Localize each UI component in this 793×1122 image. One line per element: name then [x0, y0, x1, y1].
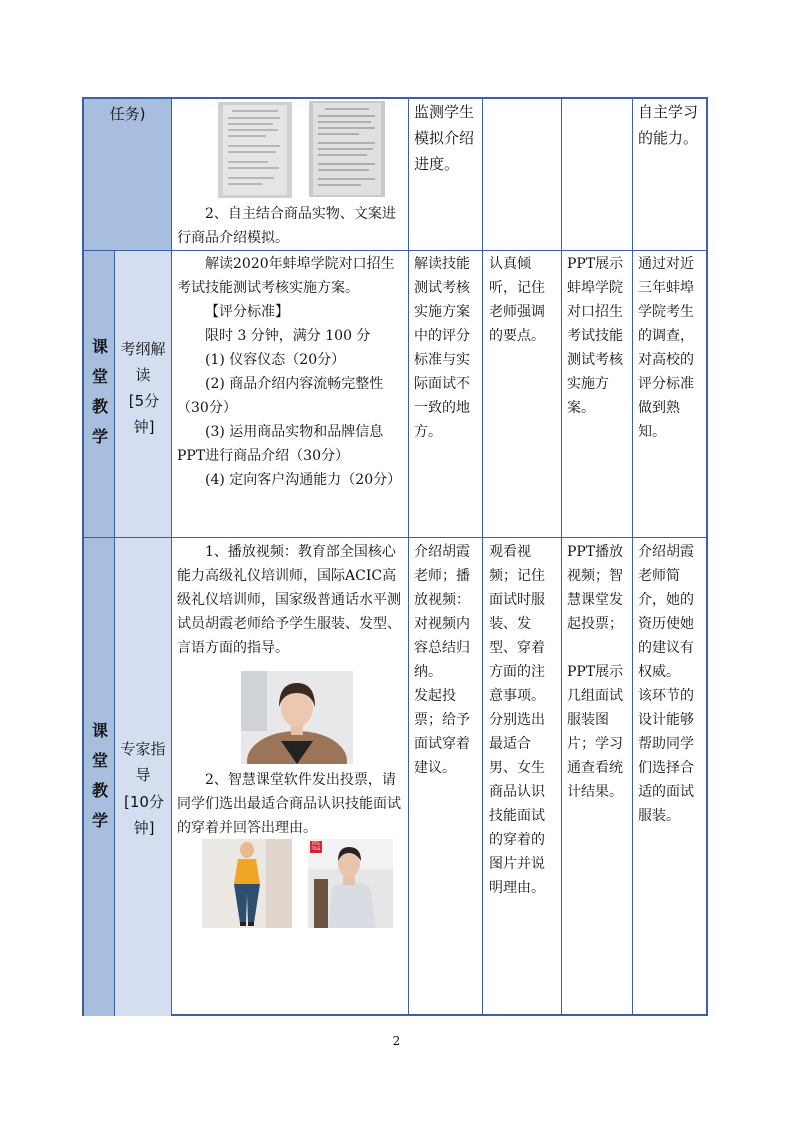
grid-line [114, 251, 115, 1016]
row3-resource-images: PPT展示几组面试服装图片；学习通查看统计结果。 [567, 664, 624, 800]
female-outfit-photo [202, 839, 292, 928]
criteria-item: (3) 运用商品实物和品牌信息PPT进行商品介绍（30分） [177, 424, 384, 464]
row2-design-intent: 通过对近三年蚌埠学院考生的调查，对高校的评分标准做到熟知。 [638, 256, 694, 440]
row2-teacher-activity: 解读技能测试考核实施方案中的评分标准与实际面试不一致的地方。 [414, 256, 470, 440]
page-number: 2 [392, 1034, 401, 1048]
row1-content-text: 2、自主结合商品实物、文案进行商品介绍模拟。 [177, 206, 396, 246]
row2-stage-label: 课堂教学 [92, 337, 109, 446]
criteria-time: 限时 3 分钟，满分 100 分 [205, 328, 371, 344]
criteria-item: (1) 仪容仪态（20分） [205, 352, 346, 368]
row2-step-time: [5分钟] [128, 392, 160, 436]
row3-intent-outfit: 该环节的设计能够帮助同学们选择合适的面试服装。 [638, 688, 694, 824]
grid-line [84, 537, 706, 538]
row3-teacher-vote: 发起投票；给予面试穿着建议。 [414, 688, 470, 776]
grid-line [632, 99, 633, 1014]
grid-line [84, 250, 706, 251]
row3-content-video: 1、播放视频：教育部全国核心能力高级礼仪培训师，国际ACIC高级礼仪培训师，国家级普通话水平测试员胡霞老师给予学生服装、发型、言语方面的指导。 [177, 544, 401, 656]
row3-student-watch: 观看视频；记住面试时服装、发型、穿着方面的注意事项。 [489, 544, 545, 704]
row2-content [177, 252, 403, 492]
criteria-item: (4) 定向客户沟通能力（20分） [205, 472, 402, 488]
teacher-video-photo [241, 671, 353, 764]
row2-student-activity: 认真倾听，记住老师强调的要点。 [489, 256, 545, 344]
row3-resource [567, 540, 627, 804]
row3-resource-video: PPT播放视频；智慧课堂发起投票； [567, 544, 624, 632]
exam-document-photo-1 [218, 102, 292, 198]
row2-step-label: 考纲解读 [120, 340, 166, 384]
criteria-title: 【评分标准】 [205, 304, 289, 320]
exam-document-photo-2 [309, 101, 385, 197]
row3-stage-label: 课堂教学 [92, 721, 109, 830]
row3-step-time: [10分钟] [124, 793, 164, 837]
grid-line [482, 99, 483, 1014]
row3-teacher-intro: 介绍胡霞老师；播放视频：对视频内容总结归纳。 [414, 544, 470, 680]
lesson-plan-table [82, 97, 708, 1016]
grid-line [408, 99, 409, 1014]
row1-teacher-activity: 监测学生模拟介绍进度。 [414, 103, 475, 173]
row3-content-vote: 2、智慧课堂软件发出投票，请同学们选出最适合商品认识技能面试的穿着并回答出理由。 [177, 772, 401, 836]
row3-intent-authority: 介绍胡霞老师简介，她的资历使她的建议有权威。 [638, 544, 694, 680]
brand-badge: PTS TILE [311, 841, 321, 851]
row3-student-choose: 分别选出最适合男、女生商品认识技能面试的穿着的图片并说明理由。 [489, 712, 545, 896]
row3-design-intent [638, 540, 704, 828]
row3-teacher-activity [414, 540, 478, 780]
row3-student-activity [489, 540, 555, 900]
grid-line [561, 99, 562, 1014]
row3-step-label: 专家指导 [120, 740, 166, 784]
row1-stage-label: 任务) [109, 105, 146, 123]
grid-line [171, 99, 172, 1014]
male-outfit-photo [308, 839, 393, 928]
row2-resource: PPT展示蚌埠学院对口招生考试技能测试考核实施方案。 [567, 256, 624, 416]
row2-content-intro: 解读2020年蚌埠学院对口招生考试技能测试考核实施方案。 [177, 256, 395, 296]
row1-design-intent: 自主学习的能力。 [638, 103, 699, 147]
criteria-item: (2) 商品介绍内容流畅完整性（30分） [177, 376, 384, 416]
